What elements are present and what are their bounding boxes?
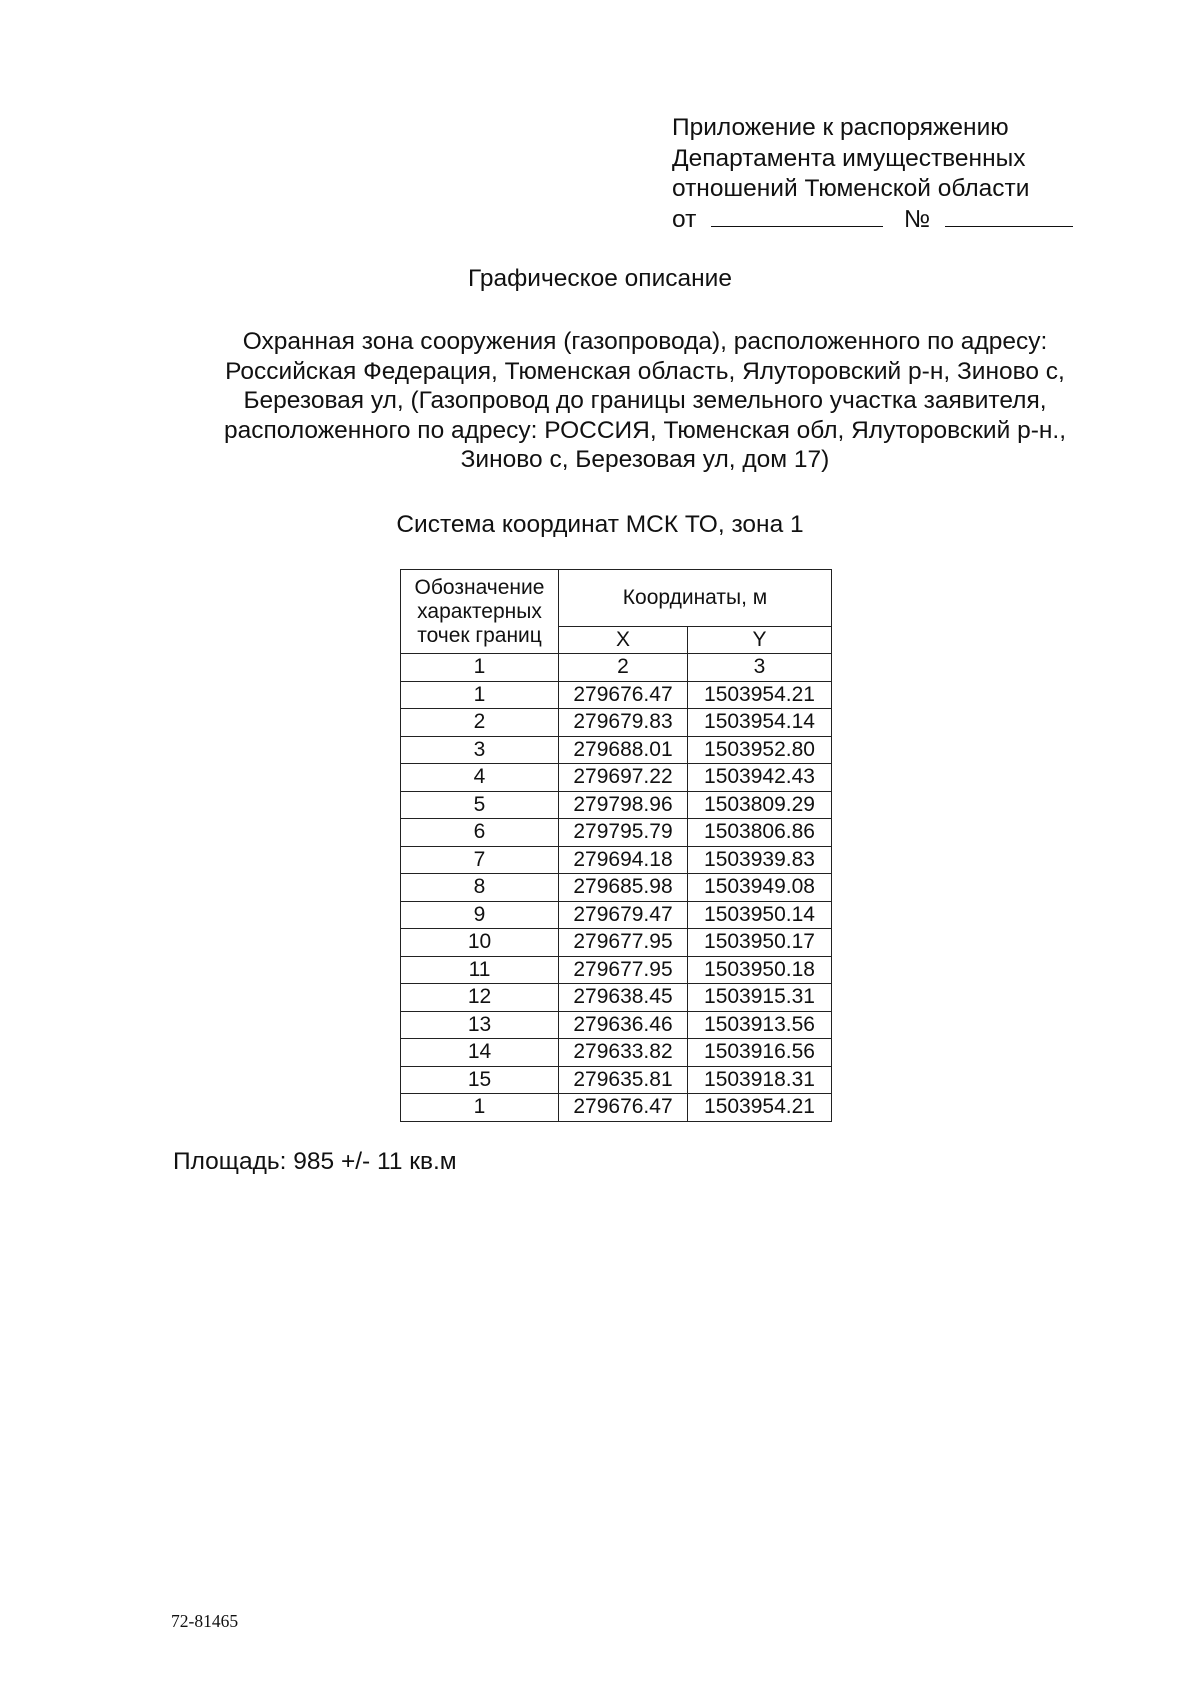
- y-cell: 1503950.17: [688, 929, 832, 957]
- header-x: X: [559, 627, 688, 654]
- point-cell: 12: [401, 984, 559, 1012]
- x-cell: 279679.47: [559, 901, 688, 929]
- header-y: Y: [688, 627, 832, 654]
- table-row: [401, 791, 832, 819]
- header-point-designation: Обозначение характерных точек границ: [401, 570, 559, 654]
- y-cell: 1503915.31: [688, 984, 832, 1012]
- table-row: [401, 681, 832, 709]
- appendix-line-2: Департамента имущественных: [672, 144, 1026, 172]
- table-row: [401, 874, 832, 902]
- x-cell: 279676.47: [559, 681, 688, 709]
- y-cell: 1503942.43: [688, 764, 832, 792]
- appendix-header: [672, 113, 1073, 235]
- object-description: [160, 327, 1130, 475]
- x-cell: 279795.79: [559, 819, 688, 847]
- point-cell: 14: [401, 1039, 559, 1067]
- appendix-line-1: Приложение к распоряжению: [672, 114, 1009, 141]
- point-cell: 15: [401, 1066, 559, 1094]
- y-cell: 1503918.31: [688, 1066, 832, 1094]
- point-cell: 6: [401, 819, 559, 847]
- point-cell: 8: [401, 874, 559, 902]
- point-cell: 1: [401, 1094, 559, 1122]
- table-row: [401, 764, 832, 792]
- coordinate-system: Система координат МСК ТО, зона 1: [396, 511, 804, 538]
- coordinates-table: [400, 569, 832, 1122]
- document-code: 72-81465: [171, 1611, 239, 1631]
- column-number-2: 2: [559, 654, 688, 682]
- x-cell: 279636.46: [559, 1011, 688, 1039]
- point-cell: 10: [401, 929, 559, 957]
- y-cell: 1503950.14: [688, 901, 832, 929]
- column-number-row: [401, 654, 832, 682]
- y-cell: 1503950.18: [688, 956, 832, 984]
- table-row: [401, 1039, 832, 1067]
- x-cell: 279679.83: [559, 709, 688, 737]
- table-body: [401, 654, 832, 1122]
- y-cell: 1503954.21: [688, 681, 832, 709]
- appendix-date-number-line: [672, 205, 1073, 236]
- x-cell: 279635.81: [559, 1066, 688, 1094]
- table-row: [401, 819, 832, 847]
- header-coordinates: Координаты, м: [559, 570, 832, 627]
- table-row: [401, 901, 832, 929]
- table-row: [401, 709, 832, 737]
- column-number-1: 1: [401, 654, 559, 682]
- table-row: [401, 1011, 832, 1039]
- from-label: от: [672, 205, 697, 233]
- point-cell: 13: [401, 1011, 559, 1039]
- x-cell: 279694.18: [559, 846, 688, 874]
- y-cell: 1503806.86: [688, 819, 832, 847]
- y-cell: 1503916.56: [688, 1039, 832, 1067]
- point-cell: 2: [401, 709, 559, 737]
- table-row: [401, 984, 832, 1012]
- y-cell: 1503954.21: [688, 1094, 832, 1122]
- appendix-line-3: отношений Тюменской области: [672, 175, 1030, 202]
- point-cell: 9: [401, 901, 559, 929]
- table-row: [401, 1094, 832, 1122]
- description-line-2: Российская Федерация, Тюменская область, Ялуторовский р-н, Зиново с,: [225, 357, 1065, 385]
- y-cell: 1503949.08: [688, 874, 832, 902]
- point-cell: 7: [401, 846, 559, 874]
- description-line-5: Зиново с, Березовая ул, дом 17): [460, 446, 830, 473]
- description-line-3: Березовая ул, (Газопровод до границы земельного участка заявителя,: [243, 387, 1047, 414]
- description-line-4: расположенного по адресу: РОССИЯ, Тюменская обл, Ялуторовский р-н.,: [224, 416, 1066, 444]
- x-cell: 279798.96: [559, 791, 688, 819]
- y-cell: 1503954.14: [688, 709, 832, 737]
- point-cell: 3: [401, 736, 559, 764]
- point-cell: 1: [401, 681, 559, 709]
- description-line-1: Охранная зона сооружения (газопровода), расположенного по адресу:: [242, 328, 1048, 355]
- x-cell: 279633.82: [559, 1039, 688, 1067]
- area-text: Площадь: 985 +/- 11 кв.м: [173, 1148, 457, 1175]
- x-cell: 279677.95: [559, 956, 688, 984]
- table-row: [401, 846, 832, 874]
- point-cell: 5: [401, 791, 559, 819]
- column-number-3: 3: [688, 654, 832, 682]
- table-header-row: [401, 570, 832, 627]
- number-label: №: [903, 205, 931, 233]
- x-cell: 279688.01: [559, 736, 688, 764]
- number-blank: [945, 206, 1073, 227]
- y-cell: 1503913.56: [688, 1011, 832, 1039]
- document-title: Графическое описание: [468, 265, 732, 292]
- table-row: [401, 956, 832, 984]
- point-cell: 4: [401, 764, 559, 792]
- x-cell: 279676.47: [559, 1094, 688, 1122]
- x-cell: 279685.98: [559, 874, 688, 902]
- y-cell: 1503809.29: [688, 791, 832, 819]
- point-cell: 11: [401, 956, 559, 984]
- table-row: [401, 929, 832, 957]
- x-cell: 279677.95: [559, 929, 688, 957]
- y-cell: 1503952.80: [688, 736, 832, 764]
- x-cell: 279697.22: [559, 764, 688, 792]
- table-row: [401, 736, 832, 764]
- x-cell: 279638.45: [559, 984, 688, 1012]
- table-row: [401, 1066, 832, 1094]
- y-cell: 1503939.83: [688, 846, 832, 874]
- date-blank: [711, 206, 883, 227]
